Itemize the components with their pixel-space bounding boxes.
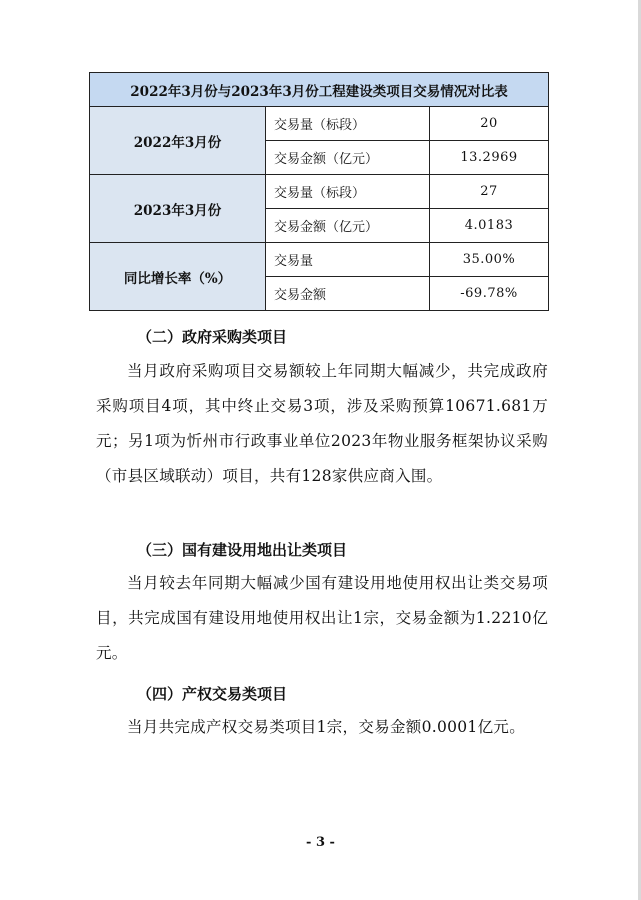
- row-label: 交易量: [266, 243, 430, 277]
- section-text-land: 当月较去年同期大幅减少国有建设用地使用权出让类交易项目，共完成国有建设用地使用权出让1宗，交易金额为1.2210亿元。: [96, 574, 548, 662]
- section-heading-property: （四）产权交易类项目: [137, 685, 288, 703]
- page-number: - 3 -: [306, 835, 335, 850]
- row-value: 27: [430, 175, 549, 209]
- section-text-procurement: 当月政府采购项目交易额较上年同期大幅减少，共完成政府采购项目4项，其中终止交易3项，涉及采购预算10671.681万元；另1项为忻州市行政事业单位2023年物业服务框架协议采购（市县区域联动）项目，共有128家供应商入围。: [96, 362, 548, 485]
- row-value: 13.2969: [430, 141, 549, 175]
- group-2022: 2022年3月份: [90, 107, 266, 175]
- group-2023: 2023年3月份: [90, 175, 266, 243]
- row-label: 交易金额: [266, 277, 430, 311]
- section-text-property: 当月共完成产权交易类项目1宗，交易金额0.0001亿元。: [127, 718, 525, 736]
- row-value: -69.78%: [430, 277, 549, 311]
- row-value: 20: [430, 107, 549, 141]
- row-label: 交易量（标段）: [266, 175, 430, 209]
- section-heading-procurement: （二）政府采购类项目: [137, 328, 288, 346]
- row-label: 交易金额（亿元）: [266, 209, 430, 243]
- comparison-table: [89, 72, 549, 311]
- table-title: 2022年3月份与2023年3月份工程建设类项目交易情况对比表: [90, 73, 549, 107]
- group-growth-rate: 同比增长率（%）: [90, 243, 266, 311]
- row-value: 35.00%: [430, 243, 549, 277]
- row-value: 4.0183: [430, 209, 549, 243]
- row-label: 交易量（标段）: [266, 107, 430, 141]
- row-label: 交易金额（亿元）: [266, 141, 430, 175]
- section-heading-land: （三）国有建设用地出让类项目: [137, 541, 348, 559]
